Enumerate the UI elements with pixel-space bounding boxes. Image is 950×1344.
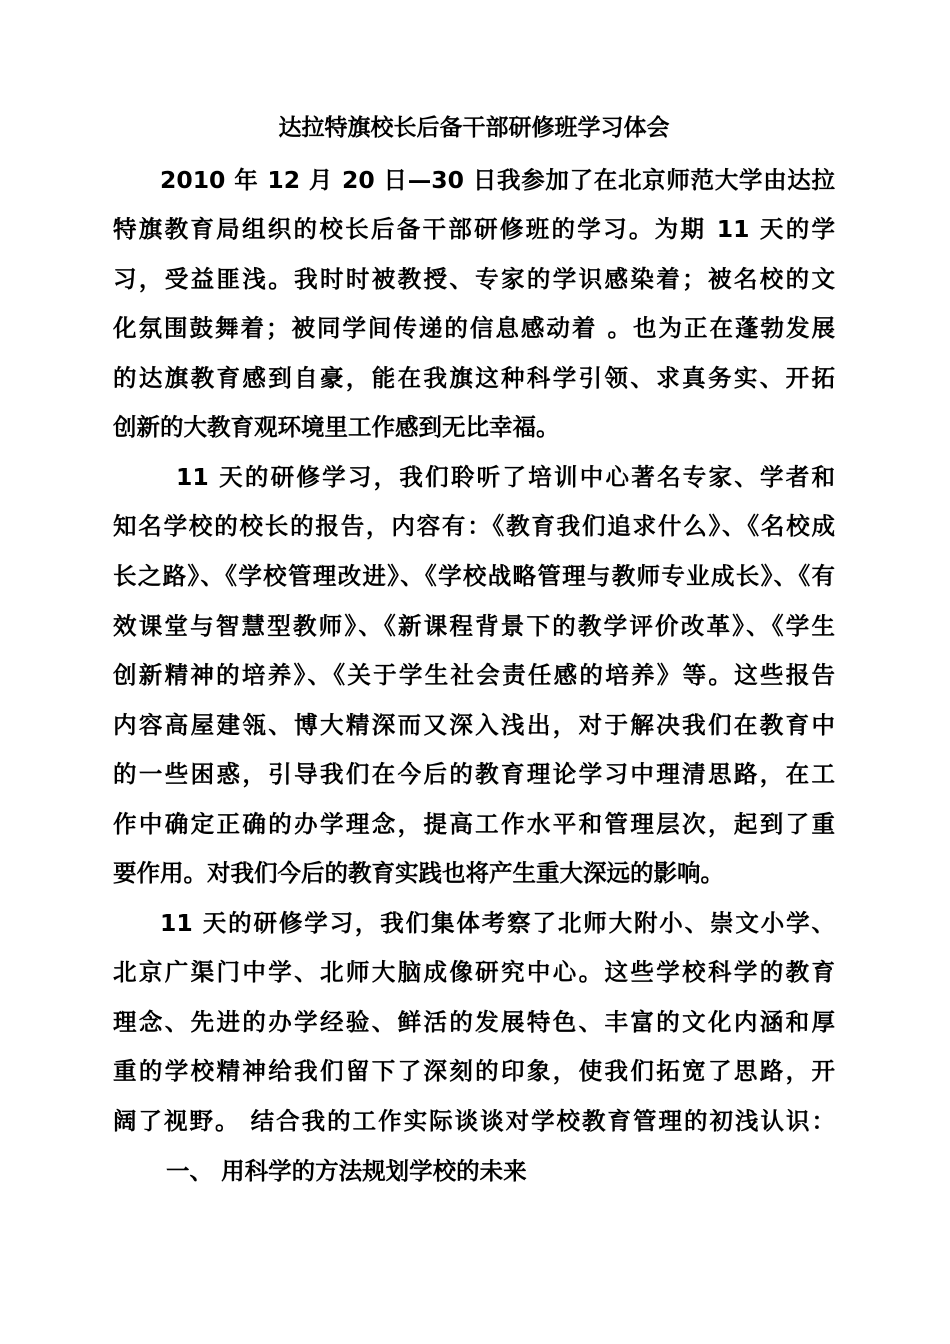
paragraph-line: 长之路》、《学校管理改进》、《学校战略管理与教师专业成长》、《有: [113, 562, 835, 590]
paragraph-line: 效课堂与智慧型教师》、《新课程背景下的教学评价改革》、《学生: [113, 612, 835, 640]
paragraph-line: 要作用。对我们今后的教育实践也将产生重大深远的影响。: [113, 859, 724, 887]
paragraph-line: 11 天的研修学习，我们聆听了培训中心著名专家、学者和: [176, 463, 835, 491]
paragraph-line: 作中确定正确的办学理念，提高工作水平和管理层次，起到了重: [113, 810, 835, 838]
paragraph-line: 的一些困惑，引导我们在今后的教育理论学习中理清思路，在工: [113, 760, 835, 788]
section-heading: 一、 用科学的方法规划学校的未来: [166, 1157, 527, 1185]
paragraph-line: 阔了视野。 结合我的工作实际谈谈对学校教育管理的初浅认识：: [113, 1107, 835, 1135]
paragraph-line: 的达旗教育感到自豪，能在我旗这种科学引领、求真务实、开拓: [113, 364, 835, 392]
paragraph-line: 特旗教育局组织的校长后备干部研修班的学习。为期 11 天的学: [113, 215, 835, 243]
paragraph-line: 2010 年 12 月 20 日—30 日我参加了在北京师范大学由达拉: [160, 166, 835, 194]
paragraph-line: 习，受益匪浅。我时时被教授、专家的学识感染着；被名校的文: [113, 265, 835, 293]
paragraph-line: 知名学校的校长的报告，内容有：《教育我们追求什么》、《名校成: [113, 512, 835, 540]
paragraph-line: 理念、先进的办学经验、鲜活的发展特色、丰富的文化内涵和厚: [113, 1008, 835, 1036]
paragraph-line: 重的学校精神给我们留下了深刻的印象，使我们拓宽了思路，开: [113, 1057, 835, 1085]
paragraph-line: 创新的大教育观环境里工作感到无比幸福。: [113, 413, 560, 441]
paragraph-line: 创新精神的培养》、《关于学生社会责任感的培养》等。这些报告: [113, 661, 835, 689]
paragraph-line: 内容高屋建瓴、博大精深而又深入浅出，对于解决我们在教育中: [113, 711, 835, 739]
paragraph-line: 北京广渠门中学、北师大脑成像研究中心。这些学校科学的教育: [113, 958, 835, 986]
paragraph-line: 化氛围鼓舞着；被同学间传递的信息感动着 。也为正在蓬勃发展: [113, 314, 835, 342]
document-title: 达拉特旗校长后备干部研修班学习体会: [278, 115, 670, 141]
paragraph-line: 11 天的研修学习，我们集体考察了北师大附小、崇文小学、: [160, 909, 835, 937]
